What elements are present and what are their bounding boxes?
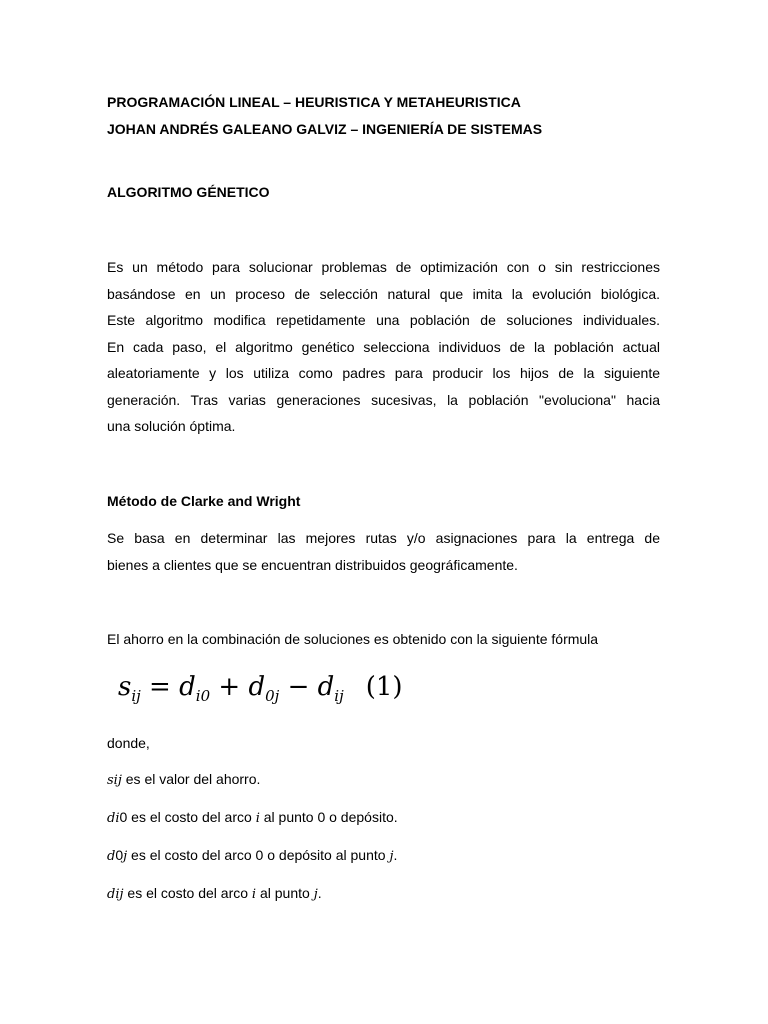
section-title-genetic-algorithm: ALGORITMO GÉNETICO [107, 184, 270, 200]
donde-label: donde, [107, 735, 150, 751]
definition-text: es el costo del arco 0 o depósito al punto [127, 847, 390, 863]
variable-digit: 0 [115, 847, 124, 863]
definition-text: al punto [256, 885, 314, 901]
definition-text: al punto 0 o depósito. [259, 809, 398, 825]
variable: i [255, 811, 260, 826]
formula-sub: ij [131, 687, 141, 705]
formula-intro: El ahorro en la combinación de soluciones es obtenido con la siguiente fórmula [107, 631, 599, 647]
variable-digit: 0 [119, 809, 128, 825]
variable: d [107, 849, 116, 864]
header-line-2: JOHAN ANDRÉS GALEANO GALVIZ – INGENIERÍA DE SISTEMAS [107, 121, 543, 137]
paragraph-line: Este algoritmo modifica repetidamente una población de soluciones individuales. [107, 312, 660, 328]
formula-sub: i0 [195, 687, 211, 705]
definition-text: es el costo del arco [123, 885, 252, 901]
formula-equals: = [140, 672, 180, 702]
variable: sij [107, 773, 122, 788]
variable: dij [107, 887, 124, 902]
formula-plus: + [210, 672, 249, 702]
formula-s: s [118, 672, 132, 702]
paragraph-line-last: una solución óptima. [107, 418, 236, 434]
formula-sub: ij [334, 687, 344, 705]
formula-d: d [179, 672, 196, 702]
header-line-1: PROGRAMACIÓN LINEAL – HEURISTICA Y METAHEURISTICA [107, 94, 521, 110]
formula-number: (1) [365, 672, 403, 702]
paragraph-line: Se basa en determinar las mejores rutas y/o asignaciones para la entrega de [107, 530, 660, 546]
variable: j [389, 849, 394, 864]
definition-di0 [107, 808, 398, 828]
paragraph-line-last: bienes a clientes que se encuentran distribuidos geográficamente. [107, 557, 518, 573]
definition-dij [107, 884, 322, 904]
paragraph-line: Es un método para solucionar problemas de optimización con o sin restricciones [107, 259, 660, 275]
formula-sub: 0j [265, 687, 280, 705]
paragraph-line: basándose en un proceso de selección natural que imita la evolución biológica. [107, 286, 660, 302]
variable: j [123, 849, 128, 864]
definition-text: es el valor del ahorro. [121, 771, 261, 787]
definition-d0j [107, 846, 397, 866]
variable: di [107, 811, 120, 826]
definition-text: es el costo del arco [127, 809, 256, 825]
definition-sij [107, 770, 260, 790]
formula-minus: − [279, 672, 318, 702]
definition-text: . [317, 885, 322, 901]
definition-text: . [393, 847, 398, 863]
formula-d: d [248, 672, 266, 702]
section-title-clarke-wright: Método de Clarke and Wright [107, 493, 301, 509]
paragraph-line: aleatoriamente y los utiliza como padres para producir los hijos de la siguiente [107, 365, 660, 381]
variable: i [251, 887, 257, 902]
paragraph-line: En cada paso, el algoritmo genético selecciona individuos de la población actual [107, 339, 660, 355]
variable: j [313, 887, 318, 902]
paragraph-line: generación. Tras varias generaciones sucesivas, la población "evoluciona" hacia [107, 392, 660, 408]
savings-formula [118, 670, 403, 704]
formula-d: d [317, 672, 335, 702]
